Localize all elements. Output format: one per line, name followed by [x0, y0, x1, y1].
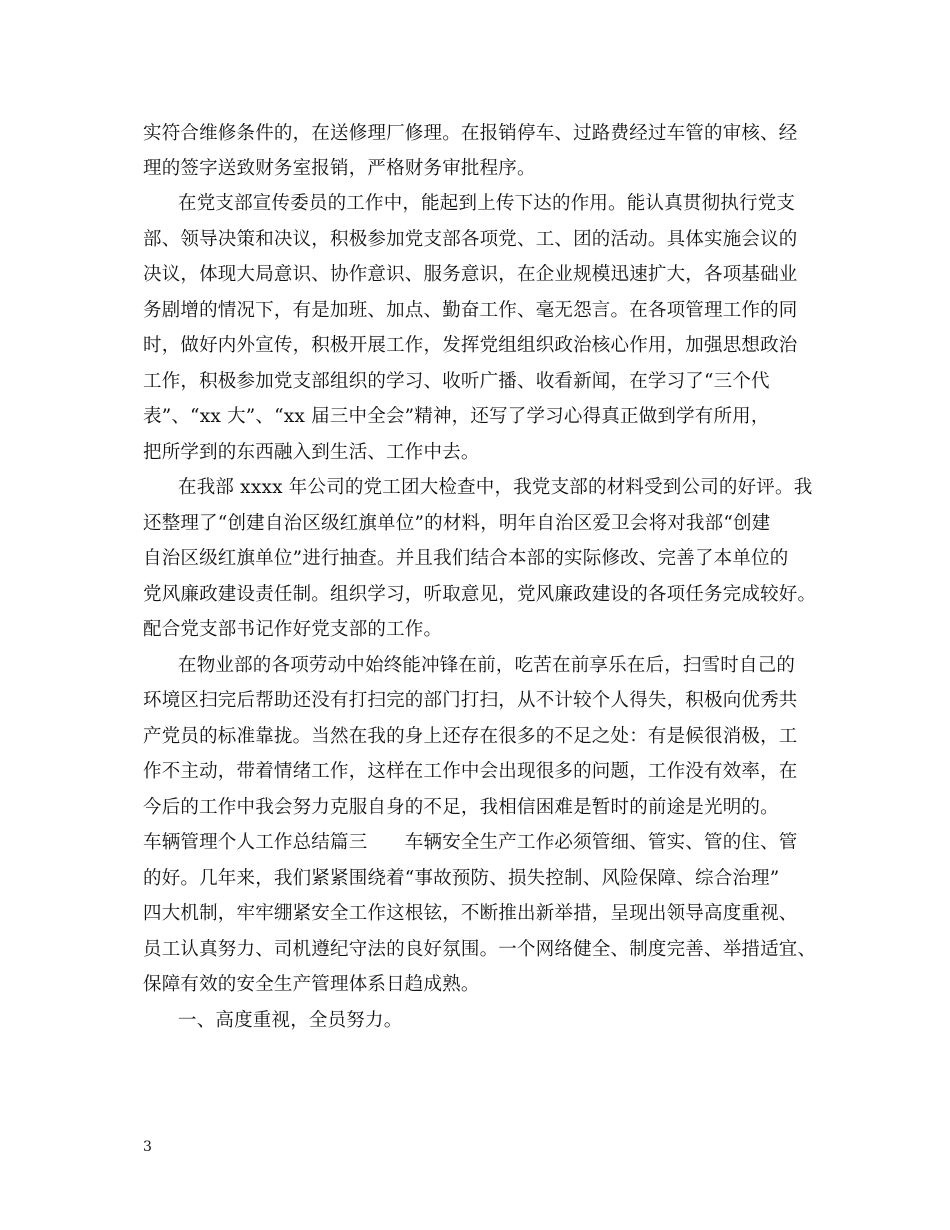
- text-line: 实符合维修条件的，在送修理厂修理。在报销停车、过路费经过车管的审核、经: [143, 123, 798, 144]
- text-line: 自治区级红旗单位”进行抽查。并且我们结合本部的实际修改、完善了本单位的: [143, 548, 789, 569]
- text-line: 理的签字送致财务室报销，严格财务审批程序。: [143, 158, 536, 179]
- text-line: 产党员的标准靠拢。当然在我的身上还存在很多的不足之处：有是候很消极，工: [143, 726, 798, 747]
- text-line: 配合党支部书记作好党支部的工作。: [143, 619, 443, 640]
- text-line: 部、领导决策和决议，积极参加党支部各项党、工、团的活动。具体实施会议的: [143, 229, 798, 250]
- text-line: 的好。几年来，我们紧紧围绕着“事故预防、损失控制、风险保障、综合治理”: [143, 868, 780, 889]
- text-line: 保障有效的安全生产管理体系日趋成熟。: [143, 974, 480, 995]
- text-line: 员工认真努力、司机遵纪守法的良好氛围。一个网络健全、制度完善、举措适宜、: [143, 939, 817, 960]
- text-line: 车辆管理个人工作总结篇三 车辆安全生产工作必须管细、管实、管的住、管: [143, 832, 798, 853]
- text-line: 表”、“xx 大”、“xx 届三中全会”精神，还写了学习心得真正做到学有所用，: [143, 406, 770, 427]
- text-line: 党风廉政建设责任制。组织学习，听取意见，党风廉政建设的各项任务完成较好。: [143, 584, 817, 605]
- text-line: 时，做好内外宣传，积极开展工作，发挥党组组织政治核心作用，加强思想政治: [143, 335, 798, 356]
- text-line: 在物业部的各项劳动中始终能冲锋在前，吃苦在前享乐在后，扫雪时自己的: [178, 655, 796, 676]
- text-line: 在我部 xxxx 年公司的党工团大检查中，我党支部的材料受到公司的好评。我: [178, 477, 813, 498]
- text-line: 环境区扫完后帮助还没有打扫完的部门打扫，从不计较个人得失，积极向优秀共: [143, 690, 798, 711]
- text-line: 工作，积极参加党支部组织的学习、收听广播、收看新闻，在学习了“三个代: [143, 371, 770, 392]
- text-line: 四大机制，牢牢绷紧安全工作这根铉，不断推出新举措，呈现出领导高度重视、: [143, 903, 798, 924]
- text-line: 在党支部宣传委员的工作中，能起到上传下达的作用。能认真贯彻执行党支: [178, 193, 796, 214]
- text-line: 决议，体现大局意识、协作意识、服务意识，在企业规模迅速扩大，各项基础业: [143, 264, 798, 285]
- text-line: 作不主动，带着情绪工作，这样在工作中会出现很多的问题，工作没有效率，在: [143, 761, 798, 782]
- text-line: 务剧增的情况下，有是加班、加点、勤奋工作、毫无怨言。在各项管理工作的同: [143, 300, 798, 321]
- text-line: 一、高度重视，全员努力。: [178, 1010, 403, 1031]
- page-number: 3: [143, 1139, 152, 1155]
- text-line: 今后的工作中我会努力克服自身的不足，我相信困难是暂时的前途是光明的。: [143, 797, 779, 818]
- text-line: 把所学到的东西融入到生活、工作中去。: [143, 442, 480, 463]
- text-line: 还整理了“创建自治区级红旗单位”的材料，明年自治区爱卫会将对我部“创建: [143, 513, 771, 534]
